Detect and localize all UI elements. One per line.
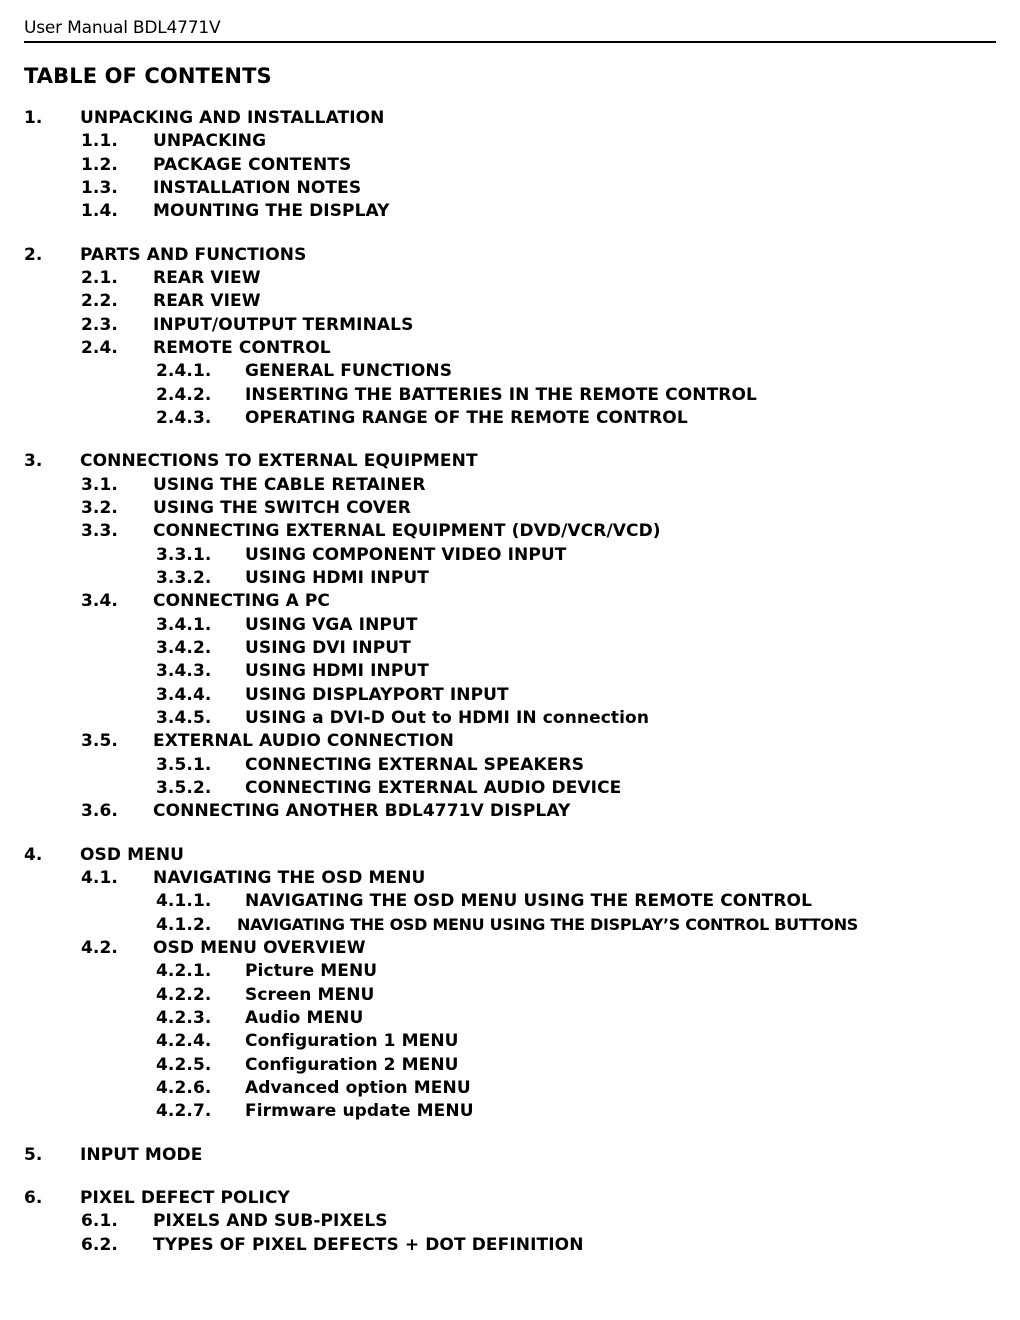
page-header bbox=[24, 18, 996, 43]
header-title: User Manual BDL4771V bbox=[24, 18, 221, 38]
toc-title: TABLE OF CONTENTS bbox=[24, 64, 272, 88]
